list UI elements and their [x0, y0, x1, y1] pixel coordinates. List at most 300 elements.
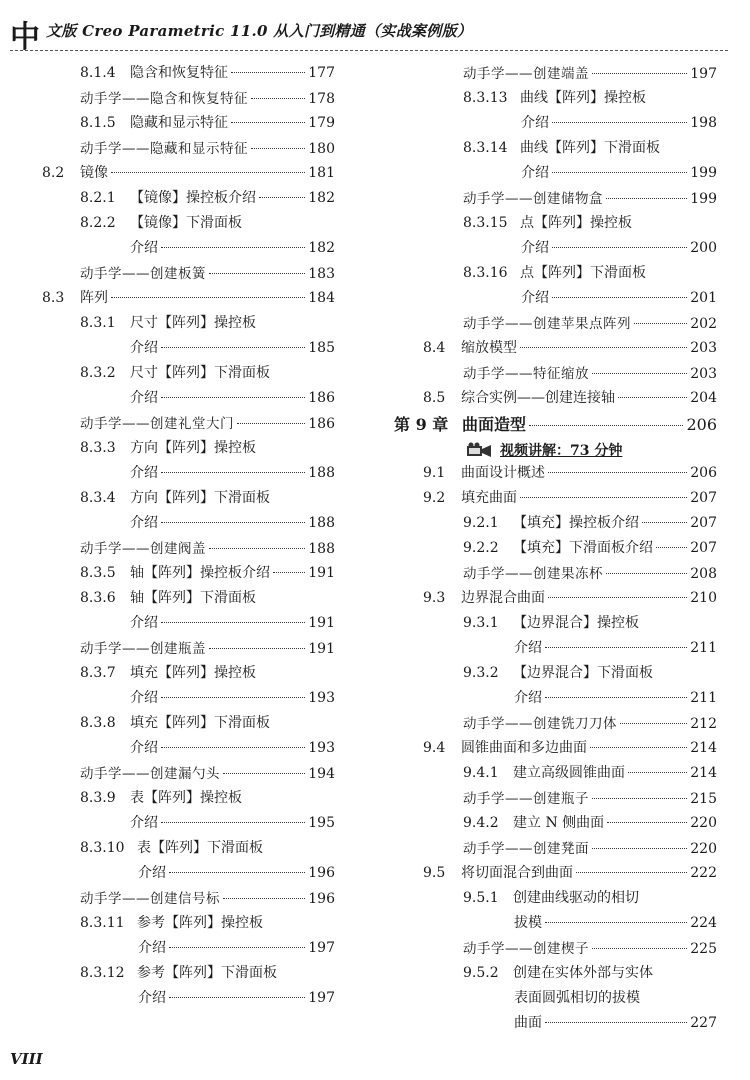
toc-practice-entry — [42, 762, 335, 787]
toc-title: 动手学——创建信号标 — [80, 891, 220, 907]
toc-page-number: 199 — [690, 191, 717, 207]
toc-number: 9.5 — [423, 865, 446, 881]
dot-leader — [642, 522, 687, 523]
toc-title: 介绍 — [138, 865, 166, 881]
dot-leader — [251, 148, 305, 149]
toc-title: 尺寸【阵列】操控板 — [130, 315, 256, 331]
dot-leader — [161, 397, 305, 398]
toc-title: 点【阵列】操控板 — [520, 215, 632, 231]
toc-title: 动手学——创建凳面 — [463, 841, 589, 857]
toc-page-number: 179 — [308, 115, 335, 131]
dot-leader — [606, 198, 687, 199]
toc-subsection-entry — [42, 787, 335, 812]
toc-number: 8.3.5 — [80, 565, 116, 581]
dot-leader — [628, 772, 687, 773]
toc-title: 将切面混合到曲面 — [461, 865, 573, 881]
toc-page-number: 207 — [690, 490, 717, 506]
toc-subsection-entry — [394, 887, 717, 912]
toc-subsection-entry — [394, 137, 717, 162]
toc-page-number: 184 — [308, 290, 335, 306]
toc-subsection-entry — [42, 62, 335, 87]
dot-leader — [607, 822, 687, 823]
toc-title: 曲面 — [514, 1015, 542, 1031]
toc-page-number: 198 — [690, 115, 717, 131]
dot-leader — [273, 572, 305, 573]
toc-left-column — [42, 62, 335, 1012]
toc-section-entry — [394, 737, 717, 762]
dot-leader — [161, 822, 305, 823]
toc-title: 拔模 — [514, 915, 542, 931]
toc-title: 介绍 — [130, 515, 158, 531]
toc-number: 8.3.15 — [463, 215, 508, 231]
dot-leader — [161, 747, 305, 748]
toc-number: 8.5 — [423, 390, 446, 406]
dot-leader — [231, 72, 305, 73]
toc-continuation-line — [394, 237, 717, 262]
toc-continuation-line — [394, 912, 717, 937]
page-number-footer: VIII — [10, 1050, 43, 1068]
dot-leader — [552, 172, 687, 173]
toc-practice-entry — [42, 412, 335, 437]
video-duration-row — [394, 437, 717, 462]
toc-practice-entry — [394, 787, 717, 812]
toc-title: 轴【阵列】操控板介绍 — [130, 565, 270, 581]
toc-subsection-entry — [42, 662, 335, 687]
toc-number: 9.4.2 — [463, 815, 499, 831]
toc-title: 表【阵列】操控板 — [130, 790, 242, 806]
toc-page-number: 224 — [690, 915, 717, 931]
toc-page-number: 196 — [308, 891, 335, 907]
toc-page-number: 177 — [308, 65, 335, 81]
toc-page-number: 215 — [690, 791, 717, 807]
toc-page-number: 200 — [690, 240, 717, 256]
dot-leader — [592, 848, 687, 849]
toc-page-number: 188 — [308, 541, 335, 557]
toc-title: 参考【阵列】操控板 — [137, 915, 263, 931]
toc-page-number: 181 — [308, 165, 335, 181]
toc-page-number: 196 — [308, 865, 335, 881]
dot-leader — [169, 947, 305, 948]
dot-leader — [161, 347, 305, 348]
dot-leader — [209, 548, 305, 549]
toc-title: 动手学——创建礼堂大门 — [80, 416, 234, 432]
toc-section-entry — [42, 287, 335, 312]
dot-leader — [209, 648, 305, 649]
toc-section-entry — [42, 162, 335, 187]
toc-title: 介绍 — [130, 240, 158, 256]
toc-number: 9.4 — [423, 740, 446, 756]
toc-section-entry — [394, 462, 717, 487]
toc-number: 8.3.8 — [80, 715, 116, 731]
dot-leader — [529, 425, 683, 426]
toc-number: 8.3.2 — [80, 365, 116, 381]
toc-title: 介绍 — [130, 815, 158, 831]
dot-leader — [545, 647, 687, 648]
toc-number: 8.4 — [423, 340, 446, 356]
toc-title: 【镜像】操控板介绍 — [130, 190, 256, 206]
toc-subsection-entry — [394, 662, 717, 687]
toc-title: 动手学——隐含和恢复特征 — [80, 91, 248, 107]
toc-page-number: 220 — [690, 815, 717, 831]
toc-number: 8.2.1 — [80, 190, 116, 206]
book-title: 文版 Creo Parametric 11.0 从入门到精通（实战案例版） — [46, 22, 473, 40]
toc-subsection-entry — [394, 612, 717, 637]
toc-title: 动手学——创建阀盖 — [80, 541, 206, 557]
toc-number: 8.3.11 — [80, 915, 125, 931]
toc-continuation-line — [42, 737, 335, 762]
toc-page-number: 188 — [308, 465, 335, 481]
dot-leader — [259, 197, 305, 198]
toc-subsection-entry — [42, 212, 335, 237]
dot-leader — [592, 373, 687, 374]
toc-subsection-entry — [42, 312, 335, 337]
toc-page-number: 191 — [308, 641, 335, 657]
toc-page-number: 197 — [308, 940, 335, 956]
toc-title: 动手学——创建端盖 — [463, 66, 589, 82]
dot-leader — [223, 773, 305, 774]
toc-subsection-entry — [42, 962, 335, 987]
dot-leader — [545, 922, 687, 923]
toc-title: 动手学——创建铣刀刀体 — [463, 716, 617, 732]
toc-title: 填充【阵列】操控板 — [130, 665, 256, 681]
toc-number: 8.3.16 — [463, 265, 508, 281]
toc-title: 【填充】下滑面板介绍 — [513, 540, 653, 556]
dot-leader — [111, 297, 305, 298]
toc-title: 介绍 — [521, 290, 549, 306]
toc-number: 9.2.1 — [463, 515, 499, 531]
toc-practice-entry — [394, 312, 717, 337]
toc-number: 8.3.7 — [80, 665, 116, 681]
toc-continuation-line — [42, 462, 335, 487]
toc-practice-entry — [394, 562, 717, 587]
toc-page-number: 186 — [308, 416, 335, 432]
dot-leader — [251, 98, 305, 99]
toc-page-number: 212 — [690, 716, 717, 732]
dot-leader — [606, 573, 687, 574]
toc-title: 介绍 — [138, 990, 166, 1006]
toc-subsection-entry — [394, 87, 717, 112]
toc-title: 边界混合曲面 — [461, 590, 545, 606]
toc-page-number: 220 — [690, 841, 717, 857]
dot-leader — [592, 948, 687, 949]
toc-practice-entry — [394, 187, 717, 212]
toc-page-number: 210 — [690, 590, 717, 606]
dot-leader — [656, 547, 687, 548]
toc-title: 介绍 — [130, 615, 158, 631]
dot-leader — [209, 273, 305, 274]
toc-page-number: 222 — [690, 865, 717, 881]
toc-title: 表面圆弧相切的拔模 — [514, 990, 640, 1006]
toc-number: 8.3 — [42, 290, 65, 306]
toc-continuation-line — [42, 387, 335, 412]
toc-title: 动手学——创建储物盒 — [463, 191, 603, 207]
toc-number: 8.3.3 — [80, 440, 116, 456]
toc-page-number: 195 — [308, 815, 335, 831]
toc-page-number: 203 — [690, 340, 717, 356]
toc-number: 9.3 — [423, 590, 446, 606]
dot-leader — [169, 997, 305, 998]
dot-leader — [618, 397, 687, 398]
dot-leader — [520, 497, 687, 498]
toc-page-number: 225 — [690, 941, 717, 957]
toc-title: 尺寸【阵列】下滑面板 — [130, 365, 270, 381]
dot-leader — [552, 247, 687, 248]
dot-leader — [161, 697, 305, 698]
toc-continuation-line — [42, 337, 335, 362]
toc-title: 轴【阵列】下滑面板 — [130, 590, 256, 606]
toc-page-number: 206 — [690, 465, 717, 481]
toc-subsection-entry — [42, 712, 335, 737]
toc-title: 隐藏和显示特征 — [130, 115, 228, 131]
toc-continuation-line — [42, 612, 335, 637]
toc-right-column — [394, 62, 717, 1037]
toc-title: 镜像 — [80, 165, 108, 181]
toc-number: 8.2 — [42, 165, 65, 181]
toc-number: 9.5.1 — [463, 890, 499, 906]
toc-practice-entry — [42, 537, 335, 562]
toc-subsection-entry — [42, 112, 335, 137]
toc-title: 曲面设计概述 — [461, 465, 545, 481]
dot-leader — [223, 898, 305, 899]
toc-page-number: 185 — [308, 340, 335, 356]
toc-continuation-line — [42, 862, 335, 887]
dot-leader — [161, 247, 305, 248]
toc-subsection-entry — [42, 912, 335, 937]
toc-number: 8.3.13 — [463, 90, 508, 106]
toc-page-number: 191 — [308, 615, 335, 631]
toc-title: 曲面造型 — [462, 415, 527, 434]
toc-page-number: 193 — [308, 740, 335, 756]
dot-leader — [237, 423, 305, 424]
toc-page-number: 208 — [690, 566, 717, 582]
toc-title: 介绍 — [514, 690, 542, 706]
toc-title: 动手学——隐藏和显示特征 — [80, 141, 248, 157]
dot-leader — [590, 747, 687, 748]
toc-subsection-entry — [394, 762, 717, 787]
toc-title: 介绍 — [130, 740, 158, 756]
dot-leader — [620, 723, 687, 724]
toc-practice-entry — [394, 62, 717, 87]
dot-leader — [592, 73, 687, 74]
toc-title: 建立 N 侧曲面 — [513, 815, 605, 831]
toc-title: 介绍 — [521, 165, 549, 181]
toc-title: 创建曲线驱动的相切 — [513, 890, 639, 906]
toc-subsection-entry — [394, 212, 717, 237]
toc-section-entry — [394, 587, 717, 612]
toc-title: 【填充】操控板介绍 — [513, 515, 639, 531]
toc-continuation-line — [394, 1012, 717, 1037]
toc-page-number: 204 — [690, 390, 717, 406]
toc-subsection-entry — [42, 187, 335, 212]
toc-continuation-line — [42, 687, 335, 712]
toc-title: 参考【阵列】下滑面板 — [137, 965, 277, 981]
toc-title: 圆锥曲面和多边曲面 — [461, 740, 587, 756]
toc-title: 点【阵列】下滑面板 — [520, 265, 646, 281]
toc-number: 9.5.2 — [463, 965, 499, 981]
toc-title: 介绍 — [138, 940, 166, 956]
toc-section-entry — [394, 337, 717, 362]
toc-number: 9.4.1 — [463, 765, 499, 781]
toc-number: 8.3.9 — [80, 790, 116, 806]
toc-chapter-entry — [394, 412, 717, 437]
toc-title: 动手学——创建漏勺头 — [80, 766, 220, 782]
header-big-char: 中 — [10, 20, 40, 55]
toc-number: 9.2.2 — [463, 540, 499, 556]
toc-title: 方向【阵列】操控板 — [130, 440, 256, 456]
toc-number: 8.3.10 — [80, 840, 125, 856]
toc-number: 第 9 章 — [394, 415, 449, 434]
toc-page-number: 197 — [308, 990, 335, 1006]
dot-leader — [548, 597, 687, 598]
toc-title: 介绍 — [130, 340, 158, 356]
dot-leader — [552, 297, 687, 298]
toc-page-number: 182 — [308, 190, 335, 206]
toc-title: 建立高级圆锥曲面 — [513, 765, 625, 781]
toc-title: 曲线【阵列】下滑面板 — [520, 140, 660, 156]
toc-number: 9.3.1 — [463, 615, 499, 631]
toc-subsection-entry — [42, 487, 335, 512]
toc-number: 8.1.4 — [80, 65, 116, 81]
toc-practice-entry — [394, 362, 717, 387]
toc-continuation-line — [42, 812, 335, 837]
dot-leader — [552, 122, 687, 123]
toc-section-entry — [394, 387, 717, 412]
toc-practice-entry — [42, 87, 335, 112]
toc-title: 缩放模型 — [461, 340, 517, 356]
toc-practice-entry — [42, 137, 335, 162]
toc-title: 【边界混合】操控板 — [513, 615, 639, 631]
toc-page-number: 180 — [308, 141, 335, 157]
dot-leader — [576, 872, 687, 873]
video-duration-text: 视频讲解：73 分钟 — [500, 442, 623, 459]
dot-leader — [545, 1022, 687, 1023]
toc-page-number: 211 — [690, 640, 717, 656]
toc-page-number: 183 — [308, 266, 335, 282]
dot-leader — [161, 622, 305, 623]
toc-title: 综合实例——创建连接轴 — [461, 390, 615, 406]
toc-title: 介绍 — [514, 640, 542, 656]
toc-page-number: 201 — [690, 290, 717, 306]
toc-page-number: 207 — [690, 515, 717, 531]
dot-leader — [231, 122, 305, 123]
toc-section-entry — [394, 862, 717, 887]
toc-page-number: 197 — [690, 66, 717, 82]
toc-title: 动手学——创建板簧 — [80, 266, 206, 282]
toc-number: 9.2 — [423, 490, 446, 506]
toc-continuation-line — [394, 287, 717, 312]
toc-title: 动手学——创建瓶子 — [463, 791, 589, 807]
toc-title: 动手学——特征缩放 — [463, 366, 589, 382]
toc-number: 8.3.6 — [80, 590, 116, 606]
toc-title: 隐含和恢复特征 — [130, 65, 228, 81]
toc-number: 8.1.5 — [80, 115, 116, 131]
toc-continuation-line — [394, 162, 717, 187]
toc-subsection-entry — [394, 962, 717, 987]
toc-subsection-entry — [394, 262, 717, 287]
toc-subsection-entry — [394, 812, 717, 837]
toc-practice-entry — [42, 262, 335, 287]
toc-page-number: 214 — [690, 765, 717, 781]
dot-leader — [520, 347, 687, 348]
toc-page-number: 227 — [690, 1015, 717, 1031]
toc-subsection-entry — [42, 437, 335, 462]
toc-title: 介绍 — [521, 115, 549, 131]
dot-leader — [634, 323, 687, 324]
toc-title: 填充【阵列】下滑面板 — [130, 715, 270, 731]
toc-continuation-line — [394, 687, 717, 712]
toc-practice-entry — [42, 887, 335, 912]
toc-continuation-line — [42, 237, 335, 262]
toc-practice-entry — [394, 937, 717, 962]
toc-subsection-entry — [394, 512, 717, 537]
page-header — [10, 14, 728, 55]
toc-page-number: 202 — [690, 316, 717, 332]
toc-page-number: 211 — [690, 690, 717, 706]
toc-number: 9.1 — [423, 465, 446, 481]
toc-number: 8.3.14 — [463, 140, 508, 156]
toc-title: 表【阵列】下滑面板 — [137, 840, 263, 856]
toc-number: 8.3.4 — [80, 490, 116, 506]
dot-leader — [111, 172, 305, 173]
toc-continuation-line — [394, 112, 717, 137]
toc-subsection-entry — [42, 362, 335, 387]
video-camera-icon — [466, 442, 494, 458]
toc-practice-entry — [394, 837, 717, 862]
toc-title: 介绍 — [130, 690, 158, 706]
toc-continuation-line — [394, 637, 717, 662]
toc-title: 动手学——创建瓶盖 — [80, 641, 206, 657]
dot-leader — [161, 472, 305, 473]
dot-leader — [545, 697, 687, 698]
toc-subsection-entry — [42, 587, 335, 612]
dot-leader — [169, 872, 305, 873]
toc-number: 8.3.1 — [80, 315, 116, 331]
toc-number: 8.2.2 — [80, 215, 116, 231]
toc-page-number: 194 — [308, 766, 335, 782]
toc-title: 介绍 — [521, 240, 549, 256]
toc-title: 曲线【阵列】操控板 — [520, 90, 646, 106]
toc-page-number: 188 — [308, 515, 335, 531]
dot-leader — [592, 798, 687, 799]
toc-number: 8.3.12 — [80, 965, 125, 981]
toc-page-number: 182 — [308, 240, 335, 256]
toc-continuation-line — [394, 987, 717, 1012]
toc-title: 介绍 — [130, 390, 158, 406]
toc-page-number: 207 — [690, 540, 717, 556]
toc-subsection-entry — [394, 537, 717, 562]
toc-page-number: 178 — [308, 91, 335, 107]
toc-title: 阵列 — [80, 290, 108, 306]
toc-practice-entry — [42, 637, 335, 662]
toc-section-entry — [394, 487, 717, 512]
toc-continuation-line — [42, 937, 335, 962]
toc-page-number: 199 — [690, 165, 717, 181]
toc-title: 创建在实体外部与实体 — [513, 965, 653, 981]
toc-title: 方向【阵列】下滑面板 — [130, 490, 270, 506]
dot-leader — [548, 472, 687, 473]
toc-title: 动手学——创建楔子 — [463, 941, 589, 957]
toc-page-number: 203 — [690, 366, 717, 382]
toc-page-number: 191 — [308, 565, 335, 581]
toc-practice-entry — [394, 712, 717, 737]
toc-page-number: 206 — [686, 415, 717, 434]
toc-title: 【镜像】下滑面板 — [130, 215, 242, 231]
dot-leader — [161, 522, 305, 523]
toc-title: 填充曲面 — [461, 490, 517, 506]
toc-title: 介绍 — [130, 465, 158, 481]
toc-page-number: 186 — [308, 390, 335, 406]
toc-subsection-entry — [42, 837, 335, 862]
